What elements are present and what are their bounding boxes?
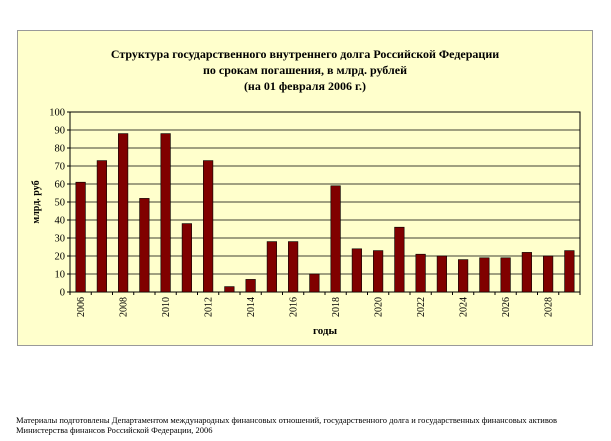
y-tick-label: 0 [59,287,65,299]
bar [140,198,150,292]
bar [395,227,405,292]
x-tick-label: 2028 [543,297,555,317]
x-tick-label: 2022 [416,297,428,317]
bar [437,256,447,292]
x-tick-label: 2018 [331,297,343,317]
x-tick-label: 2008 [118,297,130,317]
footer-line-2: Министерства финансов Российской Федерации, 2006 [16,425,213,435]
bar [543,256,553,292]
chart-title-line-2: по срокам погашения, в млрд. рублей [203,63,407,77]
x-tick-label: 2012 [203,297,215,317]
bar [225,287,235,292]
y-tick-label: 100 [49,107,65,119]
bar [76,182,86,292]
footer-note [16,415,557,435]
y-tick-label: 20 [54,251,65,263]
bar [373,251,383,292]
y-tick-label: 90 [54,125,65,137]
x-tick-label: 2020 [373,297,385,317]
bar [203,161,213,292]
x-tick-label: 2016 [288,297,300,317]
bar [97,161,107,292]
bar [416,254,426,292]
x-tick-label: 2024 [458,297,470,317]
bar [310,274,320,292]
bar [331,186,341,292]
y-tick-label: 40 [54,215,65,227]
footer-line-1: Материалы подготовлены Департаментом международных финансовых отношений, государственного долга и государственных финансовых активов [16,415,558,425]
bar [565,251,575,292]
bar [480,258,490,292]
bar [522,252,532,292]
y-tick-label: 60 [54,179,65,191]
chart-title-line-3: (на 01 февраля 2006 г.) [243,79,367,93]
bar [118,134,128,292]
bar [288,242,298,292]
chart-title-line-1: Структура государственного внутреннего долга Российской Федерации [110,47,500,61]
y-tick-label: 10 [54,269,65,281]
x-tick-label: 2026 [501,297,513,317]
bar [352,249,362,292]
bar [458,260,468,292]
y-tick-label: 70 [54,161,65,173]
y-axis-title: млрд. руб [31,180,42,224]
bar [161,134,171,292]
x-tick-label: 2006 [76,297,88,317]
y-tick-label: 80 [54,143,65,155]
bar [501,258,511,292]
x-axis-title: годы [312,325,338,337]
bar [182,224,192,292]
bar [267,242,277,292]
x-tick-label: 2010 [161,297,173,317]
y-tick-label: 30 [54,233,65,245]
bar [246,279,256,292]
y-tick-label: 50 [54,197,65,209]
x-tick-label: 2014 [246,297,258,317]
